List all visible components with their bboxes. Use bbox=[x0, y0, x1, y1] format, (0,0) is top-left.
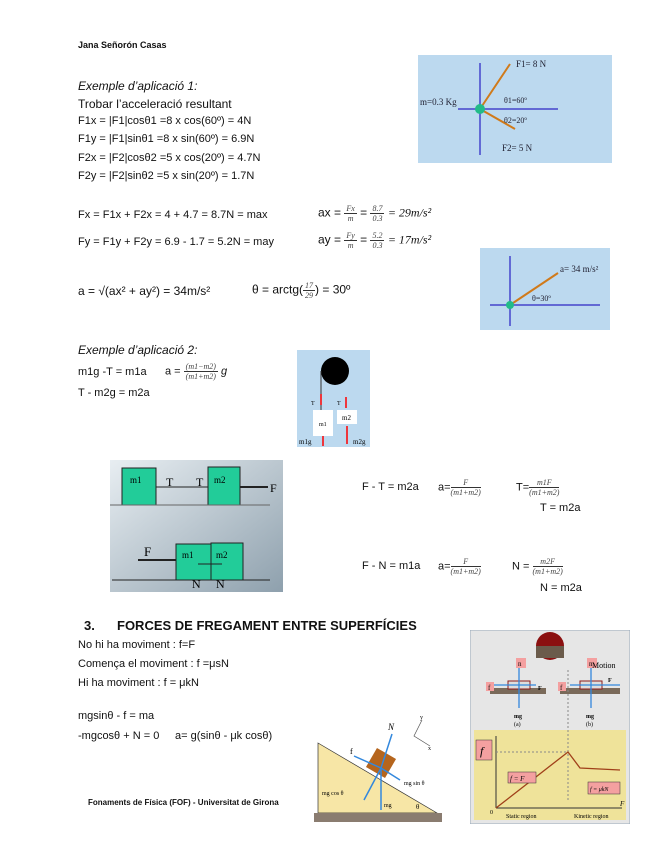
numerator: F bbox=[451, 557, 481, 567]
numerator: 17 bbox=[305, 281, 314, 290]
normal-label: n bbox=[589, 660, 593, 668]
label: N = bbox=[512, 560, 530, 573]
denominator: 0.3 bbox=[372, 241, 383, 250]
example1-subtitle: Trobar l’acceleració resultant bbox=[78, 97, 232, 111]
incline-diagram bbox=[312, 710, 442, 826]
text-line: No hi ha moviment : f=F bbox=[78, 639, 196, 651]
force-label: F bbox=[608, 678, 612, 684]
denominator: (m1+m2) bbox=[532, 567, 563, 576]
text-line: Comença el moviment : f =μsN bbox=[78, 658, 229, 670]
equation: F - N = m1a bbox=[362, 560, 421, 572]
pulley-diagram bbox=[297, 350, 370, 447]
label: ay = bbox=[318, 232, 342, 247]
equation: F1y = |F1|sinθ1 =8 x sin(60º) = 6.9N bbox=[78, 133, 255, 145]
force-vector-diagram bbox=[418, 55, 612, 163]
text-line: Hi ha moviment : f = μkN bbox=[78, 677, 199, 689]
kinetic-friction-label: f = μkN bbox=[590, 787, 609, 793]
denominator: (m1+m2) bbox=[450, 488, 481, 497]
kinetic-region-label: Kinetic region bbox=[574, 814, 609, 820]
numerator: Fx bbox=[346, 204, 355, 213]
equation: m1g -T = m1a bbox=[78, 366, 147, 378]
static-region-label: Static region bbox=[506, 814, 537, 820]
equation-a bbox=[165, 362, 227, 381]
m2-label: m2 bbox=[216, 550, 228, 560]
x-axis-label: F bbox=[620, 800, 625, 808]
label: ax = bbox=[318, 205, 342, 220]
normal-label: N bbox=[192, 577, 201, 591]
numerator: Fy bbox=[346, 231, 355, 240]
equation: F2x = |F2|cosθ2 =5 x cos(20º) = 4.7N bbox=[78, 152, 261, 164]
denominator: (m1+m2) bbox=[185, 372, 216, 381]
equation-ay: ay = $\frac{Fy}{m}$ = $\frac{5.2}{0.3}$ = 17m/s² bbox=[318, 231, 432, 250]
equation: T - m2g = m2a bbox=[78, 387, 150, 399]
label: a = bbox=[165, 365, 181, 378]
friction-label: f bbox=[488, 684, 491, 692]
label: a= bbox=[438, 481, 451, 494]
numerator: 8.7 bbox=[372, 204, 383, 213]
equation-n bbox=[512, 557, 563, 576]
equation-fy: Fy = F1y + F2y = 6.9 - 1.7 = 5.2N = may bbox=[78, 236, 274, 248]
equation: a= g(sinθ - μk cosθ) bbox=[175, 730, 273, 742]
result: = 29m/s² bbox=[387, 205, 432, 220]
numerator: m2F bbox=[533, 557, 563, 567]
equation-a: a = √(ax² + ay²) = 34m/s² bbox=[78, 284, 211, 298]
equation: mgsinθ - f = ma bbox=[78, 710, 155, 722]
mg-label: mg bbox=[384, 803, 392, 809]
static-friction-label: f = F bbox=[510, 775, 525, 783]
resultant-acceleration-diagram bbox=[480, 248, 610, 330]
normal-label: N bbox=[388, 722, 395, 732]
denominator: m bbox=[347, 241, 354, 250]
denominator: m bbox=[347, 214, 354, 223]
denominator: (m1+m2) bbox=[529, 488, 560, 497]
section-title: FORCES DE FREGAMENT ENTRE SUPERFÍCIES bbox=[117, 618, 417, 633]
equation-theta bbox=[252, 281, 350, 300]
case-b-label: (b) bbox=[586, 722, 593, 728]
theta-label: θ=30º bbox=[532, 294, 551, 303]
example2-title: Exemple d’aplicació 2: bbox=[78, 343, 198, 357]
friction-graph-diagram bbox=[470, 630, 630, 824]
label: a= bbox=[438, 560, 451, 573]
mass-label: m=0.3 Kg bbox=[420, 97, 457, 107]
tension-label: T bbox=[196, 475, 204, 489]
m1-label: m1 bbox=[130, 475, 142, 485]
m2-label: m2 bbox=[214, 475, 226, 485]
theta1-label: θ1=60º bbox=[504, 96, 527, 105]
f1-label: F1= 8 N bbox=[516, 59, 547, 69]
equation-ax: ax = $\frac{Fx}{m}$ = $\frac{8.7}{0.3}$ = 29m/s² bbox=[318, 204, 432, 223]
denominator: 29 bbox=[305, 291, 314, 300]
f2-label: F2= 5 N bbox=[502, 143, 533, 153]
example1-title: Exemple d’aplicació 1: bbox=[78, 79, 198, 93]
tension-label: T bbox=[166, 475, 174, 489]
tension-label: T bbox=[311, 401, 315, 407]
denominator: 0.3 bbox=[372, 214, 383, 223]
equation: F - T = m2a bbox=[362, 481, 419, 493]
equation-fx: Fx = F1x + F2x = 4 + 4.7 = 8.7N = max bbox=[78, 209, 268, 221]
origin-label: 0 bbox=[490, 810, 493, 816]
theta2-label: θ2=20º bbox=[504, 116, 527, 125]
weight-label: m1g bbox=[299, 438, 312, 446]
equation: F2y = |F2|sinθ2 =5 x sin(20º) = 1.7N bbox=[78, 170, 255, 182]
numerator: 5.2 bbox=[372, 231, 383, 240]
force-label: F bbox=[270, 481, 277, 495]
denominator: (m1+m2) bbox=[450, 567, 481, 576]
numerator: F bbox=[451, 478, 481, 488]
normal-label: n bbox=[518, 660, 522, 668]
equation-a bbox=[438, 478, 481, 497]
tension-label: T bbox=[337, 401, 341, 407]
equation: N = m2a bbox=[540, 582, 582, 594]
motion-label: Motion bbox=[592, 661, 616, 670]
friction-label: f bbox=[350, 747, 353, 756]
case-a-label: (a) bbox=[514, 722, 521, 728]
equation: T = m2a bbox=[540, 502, 581, 514]
blocks-diagram bbox=[110, 460, 283, 592]
equation-t bbox=[516, 478, 559, 497]
weight-label: mg bbox=[586, 714, 594, 720]
theta-label: θ bbox=[416, 803, 420, 811]
equation: F1x = |F1|cosθ1 =8 x cos(60º) = 4N bbox=[78, 115, 252, 127]
author-header: Jana Señorón Casas bbox=[78, 40, 167, 50]
label: T= bbox=[516, 481, 530, 494]
friction-axis-label: f bbox=[480, 744, 484, 758]
mgcos-label: mg cos θ bbox=[322, 791, 344, 797]
section-number: 3. bbox=[84, 618, 95, 633]
x-axis-label: x bbox=[428, 746, 431, 752]
result: ) = 30º bbox=[315, 282, 351, 297]
friction-label: f bbox=[560, 684, 563, 692]
equation: -mgcosθ + N = 0 bbox=[78, 730, 160, 742]
normal-label: N bbox=[216, 577, 225, 591]
y-axis-label: y bbox=[420, 715, 423, 721]
acceleration-label: a= 34 m/s² bbox=[560, 264, 599, 274]
m1-label: m1 bbox=[182, 550, 194, 560]
mgsin-label: mg sin θ bbox=[404, 781, 425, 787]
footer: Fonaments de Física (FOF) - Universitat de Girona bbox=[88, 798, 279, 807]
numerator: m1F bbox=[529, 478, 559, 488]
force-label: F bbox=[144, 544, 152, 559]
g: g bbox=[221, 365, 228, 378]
result: = 17m/s² bbox=[387, 232, 432, 247]
label: θ = arctg( bbox=[252, 282, 304, 297]
m1-label: m1 bbox=[319, 422, 327, 428]
m2-label: m2 bbox=[342, 414, 351, 422]
equation-a bbox=[438, 557, 481, 576]
force-label: F bbox=[538, 686, 542, 692]
weight-label: mg bbox=[514, 714, 522, 720]
weight-label: m2g bbox=[353, 438, 366, 446]
numerator: (m1−m2) bbox=[185, 362, 216, 371]
